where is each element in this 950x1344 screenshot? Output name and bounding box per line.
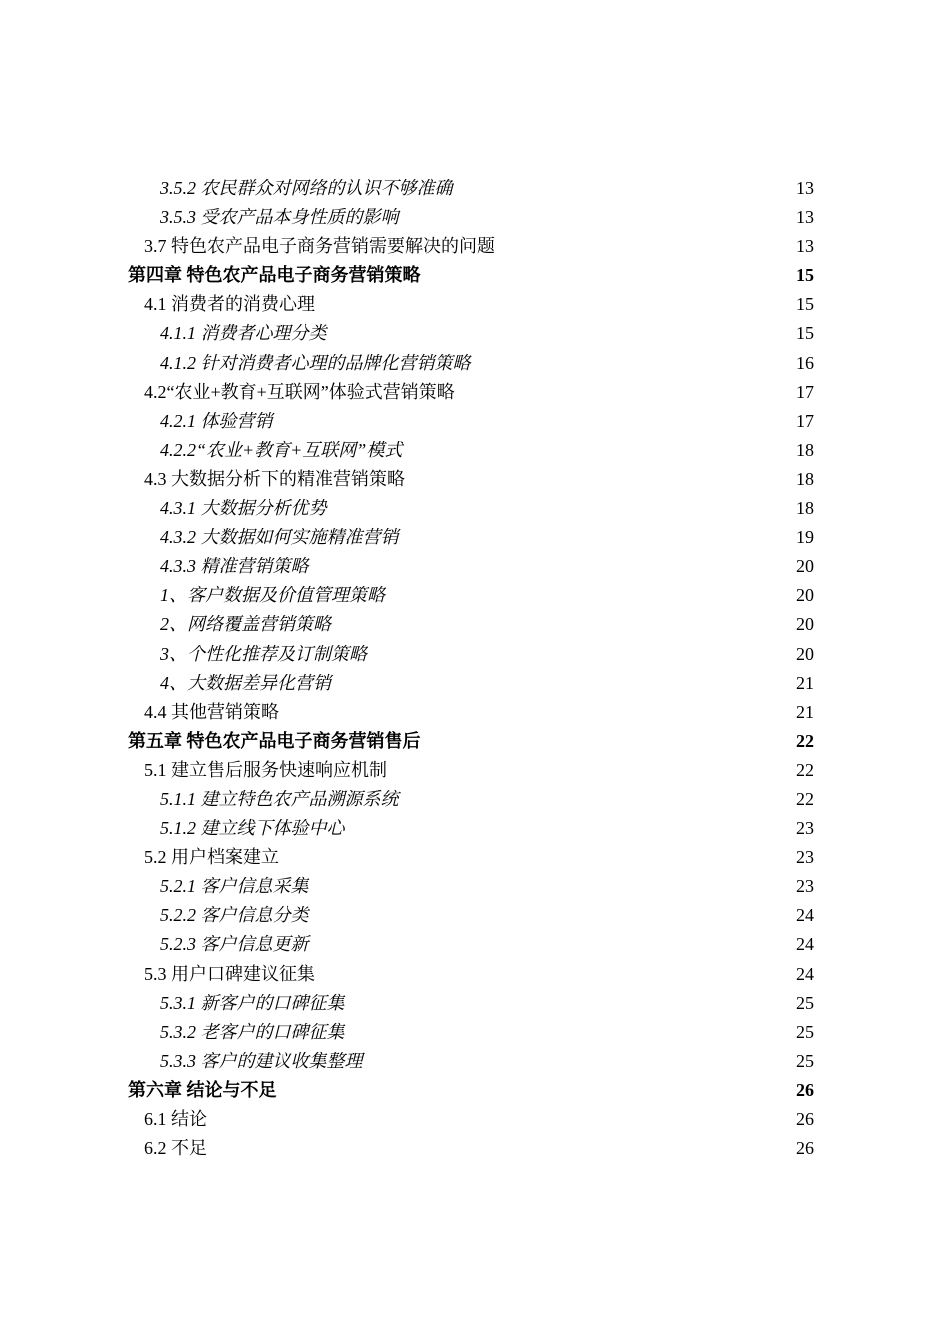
toc-entry-page-number: 23 xyxy=(796,847,814,868)
toc-entry[interactable] xyxy=(0,698,950,727)
toc-entry-title: 第五章 特色农产品电子商务营销售后 xyxy=(128,730,421,751)
toc-entry-title: 4.1 消费者的消费心理 xyxy=(144,294,315,315)
toc-entry-title: 5.2.3 客户信息更新 xyxy=(160,934,309,955)
toc-entry-title: 4.3.2 大数据如何实施精准营销 xyxy=(160,527,399,548)
toc-entry-title: 4.4 其他营销策略 xyxy=(144,701,279,722)
toc-entry-page-number: 13 xyxy=(796,178,814,198)
toc-entry-title: 4.3 大数据分析下的精准营销策略 xyxy=(144,468,405,489)
toc-entry[interactable] xyxy=(0,872,950,901)
toc-entry[interactable] xyxy=(0,319,950,348)
toc-entry[interactable] xyxy=(0,960,950,989)
toc-entry-title: 5.3 用户口碑建议征集 xyxy=(144,963,315,984)
toc-entry-page-number: 26 xyxy=(796,1109,814,1129)
toc-entry-title: 5.1 建立售后服务快速响应机制 xyxy=(144,759,387,780)
toc-entry[interactable] xyxy=(0,465,950,494)
toc-entry[interactable] xyxy=(0,378,950,407)
toc-entry[interactable] xyxy=(0,610,950,639)
toc-entry-page-number: 19 xyxy=(796,527,814,548)
toc-entry[interactable] xyxy=(0,785,950,814)
toc-entry-title: 第六章 结论与不足 xyxy=(128,1079,277,1100)
toc-entry-page-number: 20 xyxy=(796,643,814,664)
toc-entry-title: 3.5.2 农民群众对网络的认识不够准确 xyxy=(160,178,453,198)
toc-entry-page-number: 22 xyxy=(796,730,814,751)
toc-entry-page-number: 13 xyxy=(796,236,814,257)
toc-entry-title: 4.2“农业+教育+互联网”体验式营销策略 xyxy=(144,381,455,402)
toc-entry-page-number: 22 xyxy=(796,759,814,780)
toc-entry-page-number: 18 xyxy=(796,468,814,489)
toc-entry[interactable] xyxy=(0,523,950,552)
toc-entry[interactable] xyxy=(0,1134,950,1163)
toc-entry-page-number: 17 xyxy=(796,381,814,402)
toc-entry[interactable] xyxy=(0,843,950,872)
toc-entry[interactable] xyxy=(0,174,950,203)
toc-entry-title: 3.7 特色农产品电子商务营销需要解决的问题 xyxy=(144,236,495,257)
toc-entry-title: 5.3.3 客户的建议收集整理 xyxy=(160,1050,363,1071)
toc-entry-title: 5.2 用户档案建立 xyxy=(144,847,279,868)
toc-entry[interactable] xyxy=(0,436,950,465)
toc-entry-title: 5.3.1 新客户的口碑征集 xyxy=(160,992,345,1013)
toc-entry[interactable] xyxy=(0,1076,950,1105)
toc-entry-page-number: 22 xyxy=(796,788,814,809)
toc-entry[interactable] xyxy=(0,261,950,290)
toc-entry[interactable] xyxy=(0,1105,950,1134)
toc-entry[interactable] xyxy=(0,581,950,610)
toc-entry-page-number: 15 xyxy=(796,323,814,344)
toc-entry[interactable] xyxy=(0,989,950,1018)
toc-entry-title: 2、网络覆盖营销策略 xyxy=(160,614,331,635)
toc-entry-page-number: 15 xyxy=(796,294,814,315)
toc-entry-page-number: 21 xyxy=(796,672,814,693)
toc-entry-page-number: 18 xyxy=(796,439,814,460)
toc-entry[interactable] xyxy=(0,640,950,669)
table-of-contents xyxy=(0,174,950,1163)
toc-entry-page-number: 15 xyxy=(796,265,814,286)
toc-entry-page-number: 17 xyxy=(796,410,814,431)
toc-entry-title: 3、个性化推荐及订制策略 xyxy=(160,643,367,664)
toc-entry-page-number: 23 xyxy=(796,876,814,897)
toc-entry-title: 1、客户数据及价值管理策略 xyxy=(160,585,385,606)
toc-entry[interactable] xyxy=(0,727,950,756)
toc-entry-title: 4.2.1 体验营销 xyxy=(160,410,273,431)
toc-entry-title: 第四章 特色农产品电子商务营销策略 xyxy=(128,265,421,286)
toc-entry-page-number: 23 xyxy=(796,818,814,839)
toc-entry-title: 5.1.2 建立线下体验中心 xyxy=(160,818,345,839)
toc-entry[interactable] xyxy=(0,814,950,843)
toc-entry[interactable] xyxy=(0,1018,950,1047)
toc-entry[interactable] xyxy=(0,232,950,261)
toc-entry-page-number: 25 xyxy=(796,1021,814,1042)
toc-entry-title: 6.1 结论 xyxy=(144,1109,207,1129)
toc-entry-title: 5.2.1 客户信息采集 xyxy=(160,876,309,897)
toc-entry-title: 3.5.3 受农产品本身性质的影响 xyxy=(160,207,399,228)
toc-entry-title: 5.3.2 老客户的口碑征集 xyxy=(160,1021,345,1042)
toc-entry[interactable] xyxy=(0,901,950,930)
toc-entry-page-number: 20 xyxy=(796,585,814,606)
toc-entry[interactable] xyxy=(0,349,950,378)
toc-entry-page-number: 25 xyxy=(796,1050,814,1071)
toc-entry-page-number: 24 xyxy=(796,905,814,926)
toc-entry-page-number: 20 xyxy=(796,614,814,635)
toc-entry-title: 6.2 不足 xyxy=(144,1138,207,1159)
toc-entry[interactable] xyxy=(0,930,950,959)
toc-entry[interactable] xyxy=(0,756,950,785)
toc-entry-title: 4.3.3 精准营销策略 xyxy=(160,556,309,577)
toc-entry-page-number: 25 xyxy=(796,992,814,1013)
toc-entry-page-number: 21 xyxy=(796,701,814,722)
toc-entry-page-number: 26 xyxy=(796,1079,814,1100)
toc-entry-title: 4.2.2“农业+教育+互联网”模式 xyxy=(160,439,403,460)
toc-entry-title: 4.1.1 消费者心理分类 xyxy=(160,323,327,344)
toc-entry-page-number: 20 xyxy=(796,556,814,577)
toc-entry-page-number: 16 xyxy=(796,352,814,373)
toc-entry-title: 5.2.2 客户信息分类 xyxy=(160,905,309,926)
toc-entry-page-number: 24 xyxy=(796,963,814,984)
toc-entry-page-number: 18 xyxy=(796,498,814,519)
toc-entry[interactable] xyxy=(0,290,950,319)
toc-entry[interactable] xyxy=(0,407,950,436)
toc-entry-page-number: 26 xyxy=(796,1138,814,1159)
toc-entry[interactable] xyxy=(0,552,950,581)
toc-entry-page-number: 13 xyxy=(796,207,814,228)
toc-entry[interactable] xyxy=(0,669,950,698)
toc-entry-page-number: 24 xyxy=(796,934,814,955)
toc-entry[interactable] xyxy=(0,494,950,523)
toc-entry-title: 4.1.2 针对消费者心理的品牌化营销策略 xyxy=(160,352,471,373)
toc-entry-title: 5.1.1 建立特色农产品溯源系统 xyxy=(160,788,399,809)
toc-entry-title: 4.3.1 大数据分析优势 xyxy=(160,498,327,519)
toc-entry-title: 4、大数据差异化营销 xyxy=(160,672,331,693)
toc-entry[interactable] xyxy=(0,1047,950,1076)
toc-entry[interactable] xyxy=(0,203,950,232)
